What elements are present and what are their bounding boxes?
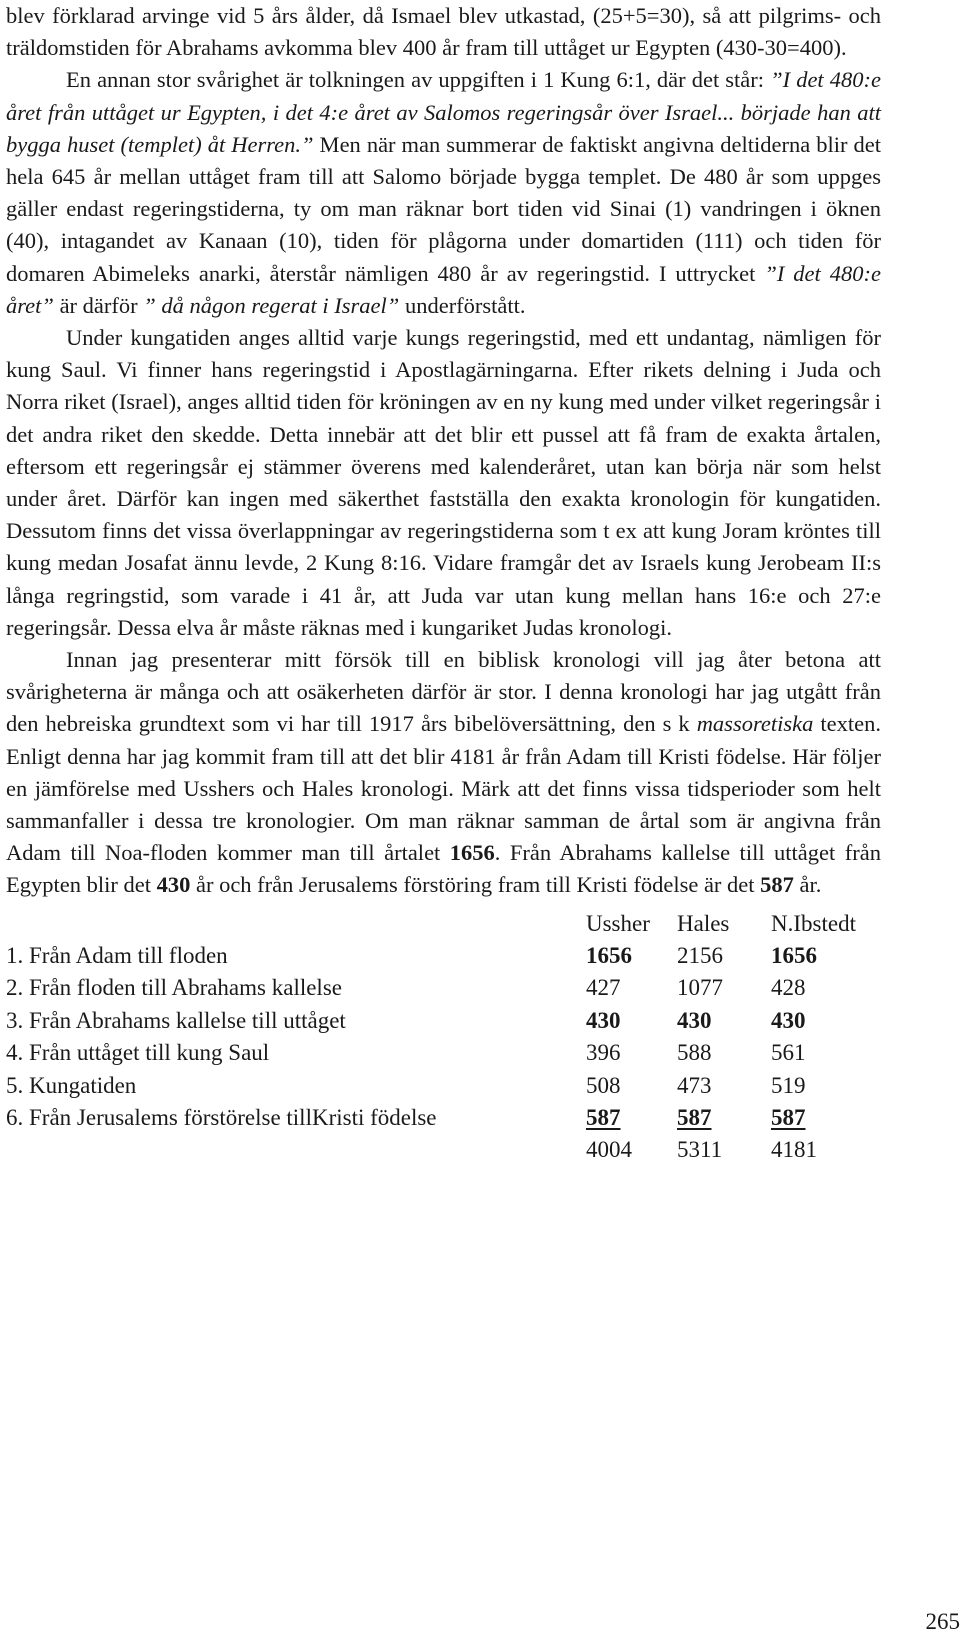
quote-reign-in-israel: ” då någon regerat i Israel” (143, 292, 400, 318)
row-label: 2. Från floden till Abrahams kallelse (6, 975, 342, 1001)
total-ussher: 4004 (586, 1137, 632, 1163)
value-ibstedt: 561 (771, 1040, 806, 1066)
value-hales (677, 1102, 771, 1134)
totals-spacer (6, 1134, 586, 1166)
header-spacer (6, 908, 586, 940)
row-label: 6. Från Jerusalems förstörelse tillKristi födelse (6, 1105, 437, 1131)
value-ussher (586, 1102, 677, 1134)
value-ibstedt: 1656 (771, 943, 817, 969)
page-number: 265 (925, 1609, 960, 1634)
paragraph-2 (6, 64, 881, 322)
header-ibstedt: N.Ibstedt (771, 910, 856, 936)
value-ussher: 396 (586, 1040, 621, 1066)
paragraph-2-part-a: En annan stor svårighet är tolkningen av uppgiften i 1 Kung 6:1, där det står: (66, 67, 771, 93)
paragraph-3: Under kungatiden anges alltid varje kungs regeringstid, med ett undantag, nämligen för kung Saul. Vi finner hans regeringstid i Apostlagärningarna. Efter rikets delning i Juda och Norra riket (Israel), anges alltid tiden för kröningen av en ny kung med under vilket regeringsår i det andra riket den skedde. Detta innebär att det blir ett pussel att få fram de exakta årtalen, eftersom ett regeringsår ej stämmer överens med kalenderåret, utan kan börja när som helst under året. Därför kan ingen med säkerthet fastställa den exakta kronologin för kungatiden. Dessutom finns det vissa överlappningar av regeringstiderna som t ex att kung Joram kröntes till kung medan Josafat ännu levde, 2 Kung 8:16. Vidare framgår det av Israels kung Jerobeam II:s långa regringstid, som varade i 41 år, att Juda var utan kung mellan hans 16:e och 27:e regeringsår. Dessa elva år måste räknas med i kungariket Judas kronologi. (6, 325, 881, 640)
table-row (6, 1070, 881, 1102)
total-ibstedt: 4181 (771, 1137, 817, 1163)
bold-1656: 1656 (449, 840, 495, 866)
table-row (6, 1005, 881, 1037)
table-header-row (6, 908, 881, 940)
paragraph-4-part-d: år och från Jerusalems förstöring fram till Kristi födelse är det (190, 872, 761, 898)
row-label: 5. Kungatiden (6, 1072, 137, 1098)
chronology-table (6, 908, 881, 1167)
row-label: 1. Från Adam till floden (6, 943, 228, 969)
paragraph-4-part-b: texten. Enligt denna har jag kommit fram till att det blir 4181 år från Adam till Kristi födelse. Här följer en jämförelse med Usshers och Hales kronologi. Märk att det finns vissa tidsperioder som helt sammanfaller i dessa tre kronologier. Om man räknar samman de årtal som är angivna från Adam till Noa-floden kommer man till årtalet (6, 711, 881, 866)
paragraph-4-part-a: Innan jag presenterar mitt försök till en biblisk kronologi vill jag åter betona att svårigheterna är många och att osäkerheten därför är stor. I denna kronologi har jag utgått från den hebreiska grundtext som vi har till 1917 års bibelöversättning, den s k (6, 647, 881, 737)
paragraph-2-part-b: Men när man summerar de faktiskt angivna deltiderna blir det hela 645 år mellan uttåget fram till att Salomo började bygga templet. De 480 år som uppges gäller endast regeringstiderna, ty om man räknar bort tiden vid Sinai (1) vandringen i öknen (40), intagandet av Kanaan (10), tiden för plågorna under domartiden (111) och tiden för domaren Abimeleks anarki, återstår nämligen 480 år av regeringstid. I uttrycket (6, 131, 881, 286)
header-ussher: Ussher (586, 910, 650, 936)
row-label: 4. Från uttåget till kung Saul (6, 1040, 270, 1066)
underlined-value: 587 (771, 1105, 806, 1131)
value-ibstedt: 430 (771, 1007, 806, 1033)
value-hales: 588 (677, 1040, 712, 1066)
value-ibstedt: 519 (771, 1072, 806, 1098)
quote-480th-year: ”I det 480:e året” (6, 260, 881, 318)
paragraph-1: blev förklarad arvinge vid 5 års ålder, då Ismael blev utkastad, (25+5=30), så att pilgrims- och träldomstiden för Abrahams avkomma blev 400 år fram till uttåget ur Egypten (430-30=400). (6, 3, 881, 61)
value-ussher: 430 (586, 1007, 621, 1033)
table-row (6, 1037, 881, 1069)
paragraph-2-part-c: är därför (53, 292, 144, 318)
body-text (6, 0, 881, 902)
value-ussher: 508 (586, 1072, 621, 1098)
bold-430: 430 (156, 872, 191, 898)
table-row (6, 1102, 881, 1134)
paragraph-4-part-c: . Från Abrahams kallelse till uttåget från Egypten blir det (6, 840, 881, 898)
value-ibstedt: 428 (771, 975, 806, 1001)
paragraph-4-part-e: år. (793, 872, 822, 898)
header-hales: Hales (677, 910, 730, 936)
bold-587: 587 (760, 872, 794, 898)
value-hales: 2156 (677, 943, 723, 969)
table-row (6, 940, 881, 972)
total-hales: 5311 (677, 1137, 723, 1163)
underlined-value: 587 (677, 1105, 712, 1131)
value-hales: 430 (677, 1007, 712, 1033)
value-ussher: 1656 (586, 943, 632, 969)
row-label: 3. Från Abrahams kallelse till uttåget (6, 1007, 346, 1033)
value-ussher: 427 (586, 975, 621, 1001)
document-page (6, 0, 881, 1167)
value-hales: 1077 (677, 975, 723, 1001)
underlined-value: 587 (586, 1105, 621, 1131)
table-totals-row (6, 1134, 881, 1166)
value-hales: 473 (677, 1072, 712, 1098)
paragraph-2-part-d: underförstått. (399, 292, 526, 318)
paragraph-4 (6, 644, 881, 902)
bible-quote-1-kings: ”I det 480:e året från uttåget ur Egypten, i det 4:e året av Salomos regeringsår över Israel... började han att bygga huset (templet) åt Herren.” (6, 67, 881, 157)
massoretic-term: massoretiska (696, 711, 814, 737)
value-ibstedt (771, 1102, 881, 1134)
table-row (6, 972, 881, 1004)
